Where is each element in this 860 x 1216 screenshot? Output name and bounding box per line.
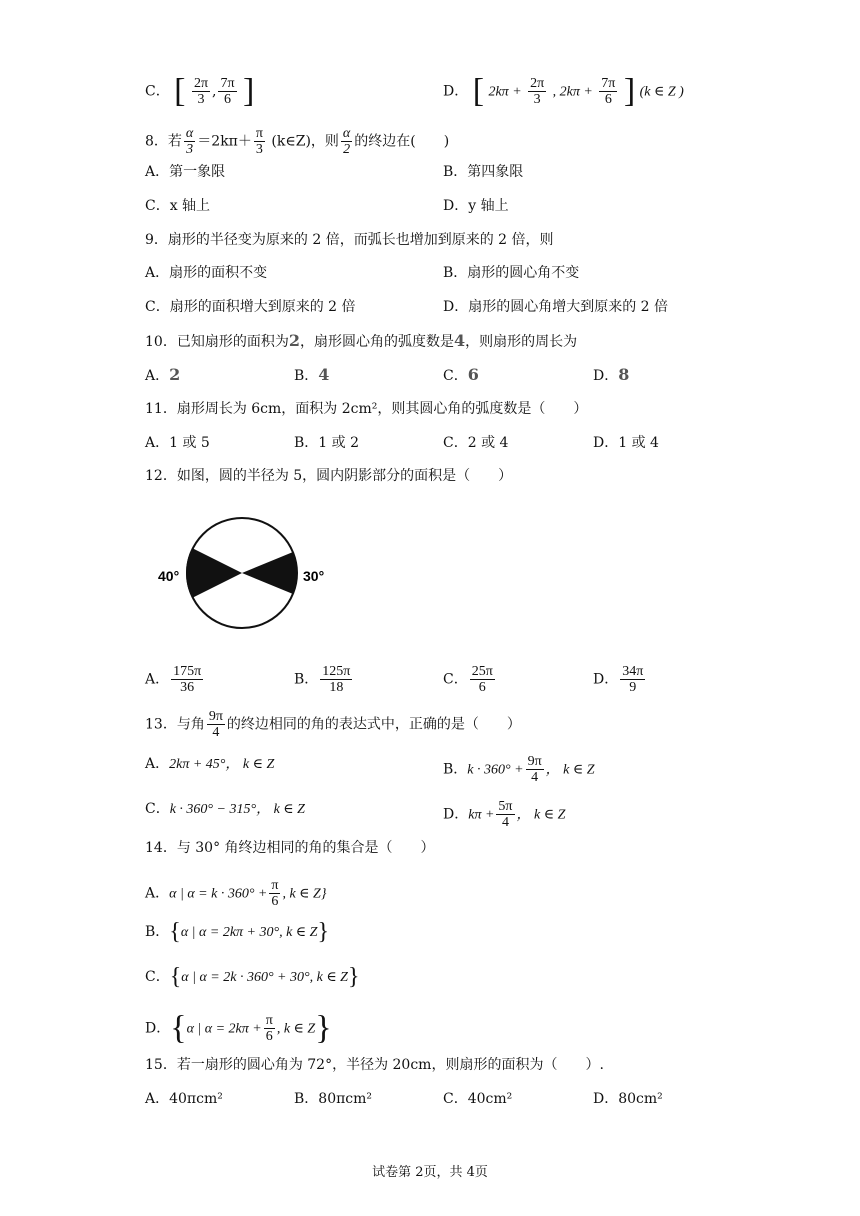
q13-stem: 13．与角 $\frac{9\pi}{4}$ 的终边相同的角的表达式中，正确的是（ ） (145, 709, 521, 740)
q9-option-d: D．扇形的圆心角增大到原来的 2 倍 (443, 299, 669, 315)
q12-stem: 12．如图，圆的半径为 5，圆内阴影部分的面积是（ ） (145, 468, 513, 484)
q15-stem: 15．若一扇形的圆心角为 72°，半径为 20cm，则扇形的面积为（ ）. (145, 1057, 604, 1073)
q9-option-c: C．扇形的面积增大到原来的 2 倍 (145, 299, 356, 315)
q10-option-d: D．8 (593, 365, 630, 384)
right-angle-label: 30° (303, 568, 325, 584)
q10-stem: 10．已知扇形的面积为2，扇形圆心角的弧度数是4，则扇形的周长为 (145, 331, 578, 350)
left-angle-label: 40° (158, 568, 180, 584)
q14-option-b: B．{α | α = 2kπ + 30°, k ∈ Z} (145, 919, 329, 945)
q8-option-a: A．第一象限 (145, 164, 226, 180)
q13-option-a: A．2kπ + 45°， k ∈ Z (145, 756, 275, 772)
q14-option-d: D．{α | α = 2kπ + $\frac{\pi}{6}$ , k ∈ Z} (145, 1009, 332, 1047)
q11-option-a: A．1 或 5 (145, 435, 210, 451)
q14-option-a: A．α | α = k · 360° + $\frac{\pi}{6}$ , k ∈ Z} (145, 878, 327, 909)
q7-option-d: D． [ 2kπ + $\frac{2\pi}{3}$ , 2kπ + $\frac{7\pi}{6}$ ] (k ∈ Z ) (443, 72, 684, 110)
q8-option-d: D．y 轴上 (443, 198, 509, 214)
q10-option-c: C．6 (443, 365, 479, 384)
q11-option-d: D．1 或 4 (593, 435, 659, 451)
q9-option-b: B．扇形的圆心角不变 (443, 265, 580, 281)
q12-option-d: D． $\frac{34\pi}{9}$ (593, 664, 644, 695)
q12-option-b: B． $\frac{125\pi}{18}$ (294, 664, 351, 695)
q8-stem: 8．若 $\frac{\alpha}{3}$ ＝2kπ＋ $\frac{\pi}{3}$ (k∈Z)，则 $\frac{\alpha}{2}$ 的终边在( ) (145, 126, 450, 157)
q14-stem: 14．与 30° 角终边相同的角的集合是（ ） (145, 840, 435, 856)
page-footer: 试卷第 2页，共 4页 (372, 1165, 488, 1180)
q15-option-b: B．80πcm² (294, 1091, 373, 1107)
q10-option-a: A．2 (145, 365, 181, 384)
q15-option-a: A．40πcm² (145, 1091, 223, 1107)
q15-option-d: D．80cm² (593, 1091, 663, 1107)
q7-option-c: C． [ $\frac{2\pi}{3}$ , $\frac{7\pi}{6}$ ] (145, 72, 255, 110)
q10-option-b: B．4 (294, 365, 330, 384)
q8-option-c: C．x 轴上 (145, 198, 211, 214)
q12-circle-figure (150, 508, 350, 638)
q13-option-d: D．kπ + $\frac{5\pi}{4}$ ， k ∈ Z (443, 799, 566, 830)
q8-option-b: B．第四象限 (443, 164, 524, 180)
q11-option-c: C．2 或 4 (443, 435, 509, 451)
q13-option-c: C．k · 360° − 315°， k ∈ Z (145, 801, 305, 817)
q15-option-c: C．40cm² (443, 1091, 513, 1107)
q12-option-a: A． $\frac{175\pi}{36}$ (145, 664, 202, 695)
q11-stem: 11．扇形周长为 6cm，面积为 2cm²，则其圆心角的弧度数是（ ） (145, 401, 588, 417)
right-bracket: ] (243, 72, 255, 110)
q9-option-a: A．扇形的面积不变 (145, 265, 268, 281)
q12-option-c: C． $\frac{25\pi}{6}$ (443, 664, 493, 695)
q14-option-c: C．{α | α = 2k · 360° + 30°, k ∈ Z} (145, 964, 360, 990)
left-bracket: [ (174, 72, 186, 110)
q9-stem: 9．扇形的半径变为原来的 2 倍，而弧长也增加到原来的 2 倍，则 (145, 232, 554, 248)
q13-option-b: B．k · 360° + $\frac{9\pi}{4}$ ， k ∈ Z (443, 754, 595, 785)
q11-option-b: B．1 或 2 (294, 435, 360, 451)
